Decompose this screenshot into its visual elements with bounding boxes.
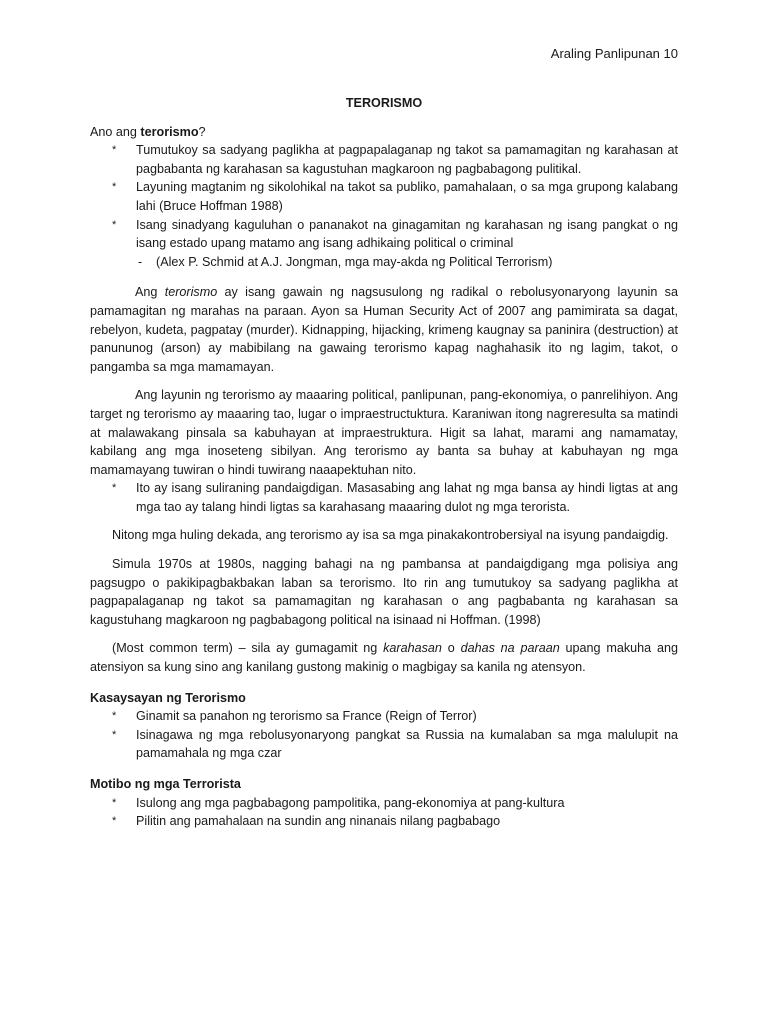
para5-pre: (Most common term) – sila ay gumagamit ng <box>112 641 384 656</box>
question-pre: Ano ang <box>90 124 141 139</box>
para5-post: upang makuha ang atensiyon sa kung sino ang kanilang gustong makinig o magbigay sa kanila ng atensyon. <box>90 641 678 675</box>
para1-post: ay isang gawain ng nagsusulong ng radikal o rebolusyonaryong layunin sa pamamagitan ng marahas na paraan. Ayon sa Human Security Act of 2007 ang pamimirata sa dagat, rebelyon, kudeta, pagpatay (murder). Kidnapping, hijacking, krimeng kaugnay sa paninira (destruction) at panununog (arson) ay mabibilang na gawaing terorismo kapag naghahasik ito ng lagim, takot, o pangamba sa mga mamamayan. <box>90 285 678 374</box>
list-item <box>90 707 678 726</box>
paragraph-common-term <box>90 639 678 676</box>
bullet-icon: * <box>112 218 117 231</box>
list-item <box>90 178 678 215</box>
bullet-icon: * <box>112 728 117 741</box>
list-item <box>90 479 678 516</box>
motives-heading: Motibo ng mga Terrorista <box>90 777 241 791</box>
question-term: terorismo <box>140 124 199 139</box>
bullet-icon: * <box>112 482 117 495</box>
paragraph-purpose: Ang layunin ng terorismo ay maaaring political, panlipunan, pang-ekonomiya, o panrelihiyon. Ang target ng terorismo ay maaaring tao, lugar o impraestructuktura. Karaniwan itong nagreresulta sa matindi at malawakang pinsala sa kabuhayan at impraestruktura. Higit sa lahat, marami ang namamatay, kabilang ang mga inoseteng sibilyan. Ang terorismo ay banta sa buhay at kabuhayan ng mga mamamayang tuwiran o hindi tuwirang naaapektuhan nito. <box>90 388 678 477</box>
para1-italic: terorismo <box>164 285 218 300</box>
definition-text: Tumutukoy sa sadyang paglikha at pagpapalaganap ng takot sa pamamagitan ng karahasan at pagbabanta ng karahasan sa kagustuhan magkaroon ng pagbabagong pulitikal. <box>136 143 678 176</box>
motive-item-text: Pilitin ang pamahalaan na sundin ang ninanais nilang pagbabago <box>136 814 501 829</box>
para1-pre: Ang <box>135 285 165 300</box>
history-item-text: Ginamit sa panahon ng terorismo sa France (Reign of Terror) <box>136 709 477 724</box>
citation <box>90 253 678 272</box>
global-issue-text: Ito ay isang suliraning pandaigdigan. Masasabing ang lahat ng mga bansa ay hindi ligtas at ang mga tao ay talang hindi ligtas sa karahasang maaaring dulot ng mga terorista. <box>136 481 678 514</box>
list-item <box>90 794 678 813</box>
paragraph-history-policy: Simula 1970s at 1980s, nagging bahagi na ng pambansa at pandaigdigang mga polisiya ang pagsugpo o pakikipagbakbakan laban sa terorismo. Ito rin ang tumutukoy sa sadyang paglikha at pagpapalaganap ng takot sa pamamagitan ng karahasan o ang pagbabanta ng karahasan sa kagustuhang magkaroon ng pagbabagong political na isinaad ni Hoffman. (1998) <box>90 557 678 627</box>
definition-list <box>90 141 678 253</box>
list-item <box>90 141 678 178</box>
list-item <box>90 216 678 253</box>
paragraph-definition <box>90 283 678 376</box>
document-title: TERORISMO <box>345 96 423 110</box>
bullet-icon: * <box>112 710 117 723</box>
subject-header: Araling Panlipunan 10 <box>550 46 678 61</box>
bullet-icon: * <box>112 144 117 157</box>
history-heading: Kasaysayan ng Terorismo <box>90 690 246 705</box>
question-line <box>90 123 678 142</box>
paragraph-recent-decades: Nitong mga huling dekada, ang terorismo ay isa sa mga pinakakontrobersiyal na isyung pandaigdig. <box>112 528 669 543</box>
citation-text: (Alex P. Schmid at A.J. Jongman, mga may-akda ng Political Terrorism) <box>156 254 553 269</box>
para5-italic-1: karahasan <box>383 641 442 656</box>
dash-mark: - <box>138 254 143 269</box>
definition-text: Layuning magtanim ng sikolohikal na takot sa publiko, pamahalaan, o sa mga grupong kalabang lahi (Bruce Hoffman 1988) <box>136 180 678 213</box>
list-item <box>90 726 678 763</box>
bullet-icon: * <box>112 181 117 194</box>
question-mark: ? <box>198 124 206 139</box>
para5-mid: o <box>441 641 461 656</box>
bullet-icon: * <box>112 796 117 809</box>
motive-item-text: Isulong ang mga pagbabagong pampolitika, pang-ekonomiya at pang-kultura <box>136 795 565 810</box>
global-issue-list <box>90 479 678 516</box>
bullet-icon: * <box>112 815 117 828</box>
list-item <box>90 812 678 831</box>
document-body <box>90 94 678 831</box>
history-item-text: Isinagawa ng mga rebolusyonaryong pangkat sa Russia na kumalaban sa mga malulupit na pamamahala ng mga czar <box>136 727 678 761</box>
history-list <box>90 707 678 763</box>
motives-list <box>90 794 678 831</box>
para5-italic-2: dahas na paraan <box>460 641 560 656</box>
definition-text: Isang sinadyang kaguluhan o pananakot na ginagamitan ng karahasan ng isang pangkat o ng isang estado upang matamo ang isang adhikaing political o criminal <box>136 217 678 251</box>
